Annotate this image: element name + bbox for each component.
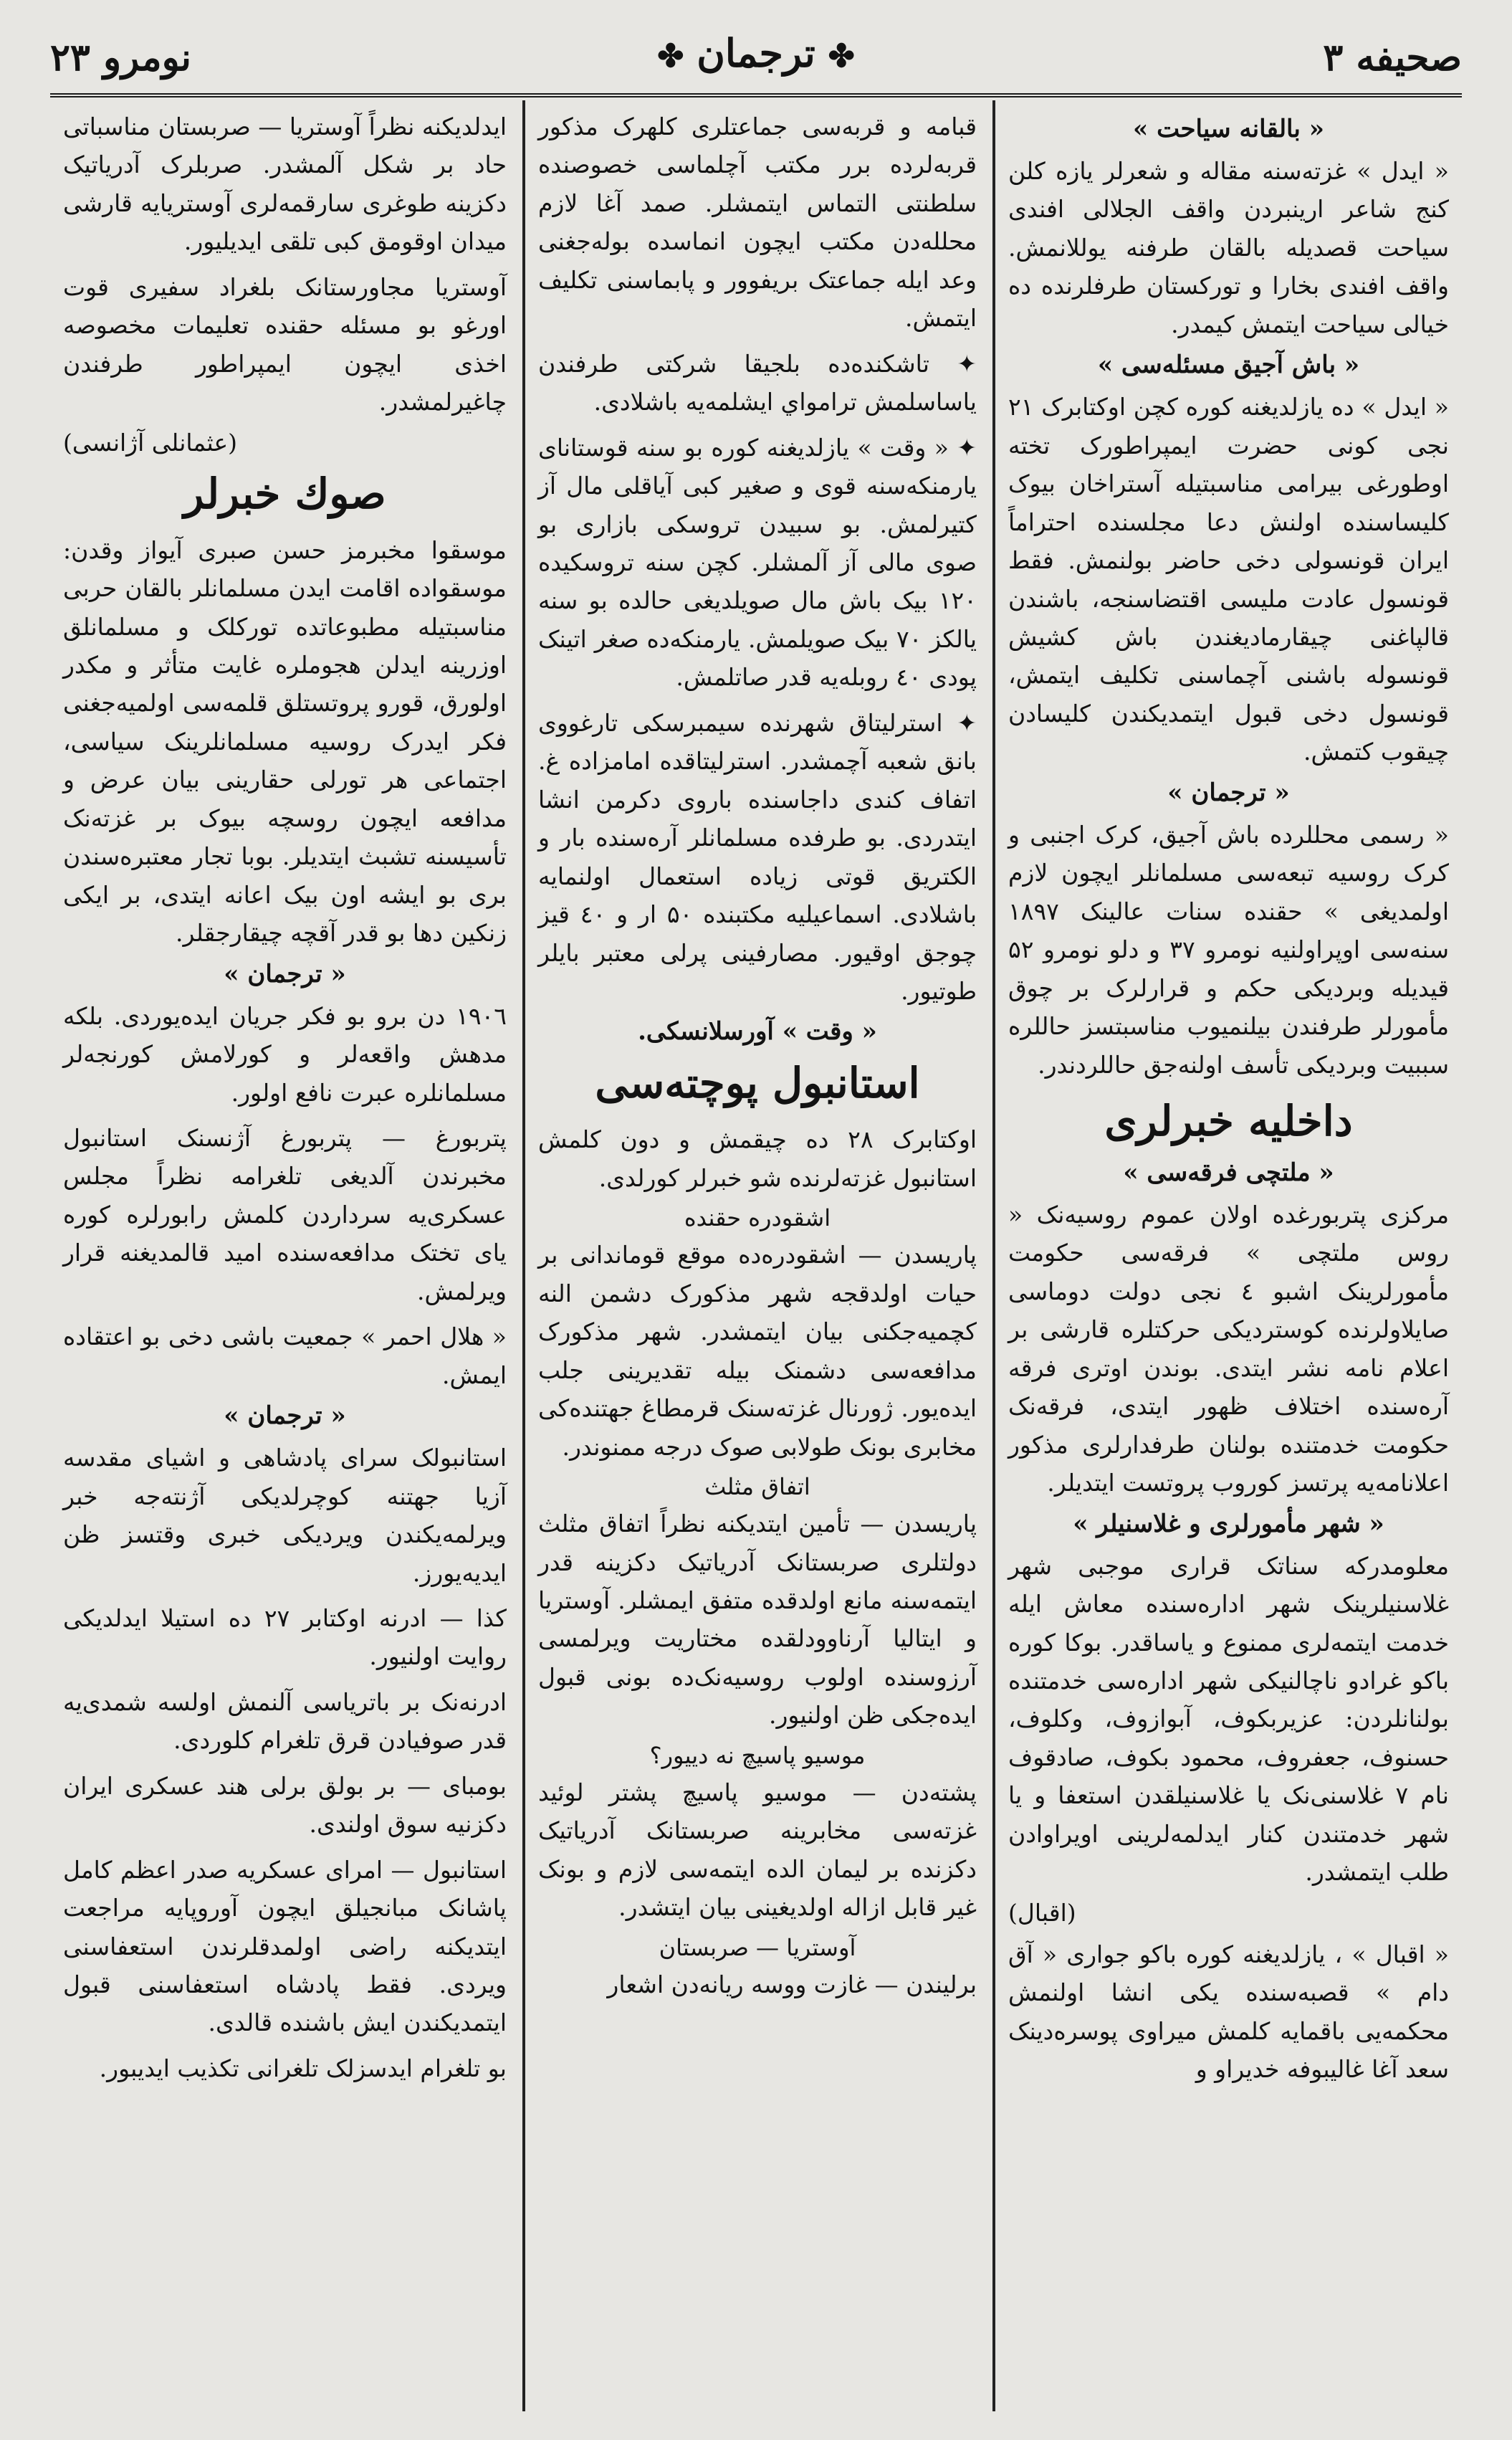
article-columns [50,100,1462,2411]
article-paragraph: برلیندن — غازت ووسه ریانه‌دن اشعار [607,1970,977,1998]
column-right [992,100,1462,2411]
article-paragraph: موسقوا مخبرمز حسن صبری آیواز وقدن: موسقواده اقامت ایدن مسلمانلر بالقان حربی مناسبتیله مطبوعاتده تورکلک و مسلمانلق اوزرینه ایدلن هجوملره غایت متأثر و مکدر اولورق، قورو پروتستلق قلمه‌سی اولمیه‌جغنی فکر ایدرک روسیه مسلمانلرینک سیاسی، اجتماعی هر تورلی حقارینی بیان عرض و مدافعه ایچون روسچه بیوک بر غزته‌نک تأسیسنه تشبث ایتدیلر. بوبا تجار معتبره‌سندن بری بو ایشه اون بیک اعانه ایتدی، بر ایکی زنکین دها بو قدر آقچه چیقارجقلر. [63,535,507,948]
article-paragraph: ایدلدیکنه نظراً آوستریا — صربستان مناسباتی حاد بر شکل آلمشدر. صربلرک آدریاتیک دکزینه طوغری سارقمه‌لری آوستریایه قارشی میدان اوقومق کبی تلقی ایدیلیور. [63,113,507,256]
article-paragraph: قبامه و قربه‌سی جماعتلری کلهرک مذکور قربه‌لرده برر مکتب آچلماسی خصوصنده سلطنتی التماس ایتمشلر. صمد آغا لازم محلله‌دن مکتب ایچون انماسده بوله‌جغنی وعد ایله جماعتک بریفوور و پابماسنی تکلیف ایتمش. [538,113,977,333]
section-title: استانبول پوچته‌سی [595,1059,920,1108]
article-paragraph: ✦ « وقت » یازلدیغنه کوره بو سنه قوستانای یارمنکه‌سنه قوی و صغیر کبی آیاقلی مال آز کتیرلمش. بو سبیدن تروسکی بازاری بو صوی مالی آز آلمشلر. کچن سنه تروسکیده ۱۲۰ بیک باش مال صویلدیغی حالده بو سنه یالکز ۷۰ بیک صویلمش. یارمنکه‌ده صغر اتینک پودی ٤٠ روبله‌یه قدر صاتلمش. [538,433,977,692]
subheading: آوستریا — صربستان [659,1933,856,1961]
subheading: موسیو پاسیچ نه دییور؟ [649,1741,866,1769]
section-heading: « ترجمان » [1167,778,1290,807]
article-paragraph: پشته‌دن — موسیو پاسیچ پشتر لوئید غزته‌سی مخابرینه صربستانک آدریاتیک دکزنده بر لیمان الده ایتمه‌سی لازم و بونک غیر قابل ازاله اولدیغینی بیان ایتشدر. [538,1778,977,1922]
source-attribution: (اقبال) [1008,1898,1076,1927]
article-paragraph: پاریسدن — اشقودره‌ده موقع قوماندانی بر حیات اولدقجه شهر مذکورک دشمن النه کچمیه‌جکنی بیان ایتمشدر. شهر مذکورک مدافعه‌سی دشمنک بیله تقدیرینی جلب ایده‌یور. ژورنال غزته‌سنک قرمطاغ جهتنده‌کی مخابری بونک طولابی صوک درجه ممنوندر. [538,1241,977,1461]
article-paragraph: اوکتابرک ۲۸ ده چیقمش و دون کلمش استانبول غزته‌لرنده شو خبرلر کورلدی. [538,1125,977,1192]
section-title: داخلیه خبرلری [1104,1096,1353,1145]
subheading: اتفاق مثلث [704,1473,810,1501]
ornament-icon: ✤ [657,38,684,75]
article-paragraph: معلومدرکه سناتک قراری موجبی شهر غلاسنیلرینک شهر اداره‌سنده معاش ایله خدمت ایتمه‌لری ممنوع و یاساقدر. بوکا کوره باکو غرادو ناچالنیکی شهر اداره‌سی خدمتنده بولنانلردن: عزیربکوف، آبوازوف، وکلوف، حسنوف، جعفروف، محمود بکوف، صادقوف نام ۷ غلاسنی‌نک یا غلاسنیلقدن استعفا و یا شهر خدمتندن کنار ایدلمه‌لرینی اویراوادن طلب ایتمشدر. [1008,1551,1449,1887]
article-paragraph: « رسمی محللرده باش آجیق، کرک اجنبی و کرک روسیه تبعه‌سی مسلمانلر ایچون لازم اولمدیغی » حقنده سنات عالینک ۱۸۹۷ سنه‌سی اوپراولنیه نومرو ۳۷ و دلو نومرو ۵۲ قیدیله وبردیکی حکم و قرارلرک بر چوق مأمورلر طرفندن بیلنمیوب مناسبتسز حاللره سببیت وبردیکی تأسف اولنه‌جق حاللردندر. [1008,820,1450,1079]
article-paragraph: « ایدل » ده یازلدیغنه کوره کچن اوکتابرک ۲۱ نجی کونی حضرت ایمپراطورک تخته اوطورغی بیرامی مناسبتیله آستراخان بیوک کلیساسنده اولنش دعا مجلسنده احتراماً ایران قونسولی دخی حاضر بولنمش. فقط قونسول عادت ملیسی اقتضاسنجه، باشندن قالپاغنی چیقارمادیغندن باش کشیش قونسوله باشنی آچماسنی تکلیف ایتمش، قونسول دخی قبول ایتمدیکندن کلیسادن چیقوب کتمش. [1008,393,1449,766]
section-title: صوك خبرلر [183,469,386,518]
section-heading: « ملتچی فرقه‌سی » [1123,1158,1334,1187]
article-paragraph: بو تلغرام ایدسزلک تلغرانی تکذیب ایدیبور. [99,2054,507,2082]
source-attribution: « وقت » آورسلانسکی. [638,1017,877,1047]
article-paragraph: استانبولک سرای پادشاهی و اشیای مقدسه آزیا جهتنه کوچرلدیکی آژنته‌جه خبر ویرلمه‌یکندن ویردیکی خبری وقتسز ظن ایدیه‌یورز. [63,1444,507,1587]
source-attribution: (عثمانلی آژانسی) [63,428,238,457]
subheading: اشقودره حقنده [684,1204,831,1232]
ornament-icon: ✤ [828,38,855,75]
section-heading: « بالقانه سیاحت » [1133,115,1324,143]
section-heading: « ترجمان » [224,959,346,988]
issue-number: نومرو ۲۳ [50,36,191,80]
article-paragraph: پتربورغ — پتربورغ آژنسنک استانبول مخبرندن آلدیغی تلغرامه نظراً مجلس عسکری‌یه سرداردن کلمش رابورلره کوره یای تختک مدافعه‌سنده امید قالمدیغنه قرار ویرلمش. [63,1123,507,1305]
article-paragraph: « اقبال » ، یازلدیغنه کوره باکو جواری « آق دام » قصبه‌سنده یکی انشا اولنمش محکمه‌یی باقمایه کلمش میراوی پوسره‌دینک سعد آغا غالیبوفه خدیراو و [1008,1940,1449,2084]
column-left [50,100,520,2411]
article-paragraph: ۱۹۰٦ دن برو بو فکر جریان ایده‌یوردی. بلکه مدهش واقعه‌لر و کورلامش کورنجه‌لر مسلمانلره عبرت نافع اولور. [63,1001,507,1107]
page-header [50,29,1462,97]
section-heading: « شهر مأمورلری و غلاسنیلر » [1073,1509,1384,1538]
column-middle [522,100,990,2411]
article-paragraph: کذا — ادرنه اوکتابر ۲۷ ده استیلا ایدلدیکی روایت اولنیور. [63,1603,507,1671]
article-paragraph: استانبول — امرای عسکریه صدر اعظم کامل پاشانک مبانجیلق ایچون آوروپایه مراجعت ایتدیکنه راضی اولمدقلرندن استعفاسنی ویردی. فقط پادشاه استعفاسنی قبول ایتمدیکندن ایش باشنده قالدی. [63,1855,507,2037]
article-paragraph: ادرنه‌نک بر باتریاسی آلنمش اولسه شمدی‌یه قدر صوفیادن قرق تلغرام کلوردی. [63,1687,507,1755]
article-paragraph: « هلال احمر » جمعیت باشی دخی بو اعتقاده ایمش. [63,1323,507,1389]
page-number: صحیفه ۳ [1323,36,1462,80]
section-heading: « ترجمان » [224,1401,346,1431]
article-paragraph: ✦ استرلیتاق شهرنده سیمبرسکی تارغووی بانق شعبه آچمشدر. استرلیتاقده امامزاده غ. اتفاف کندی داجاسنده باروی دکرمن انشا ایتدردی. بو طرفده مسلمانلر آره‌سنده بار و الکتریق قوتی زیاده استعمال اولنمایه باشلادی. اسماعیلیه مکتبنده ۵۰ ار و ٤٠ قیز چوجق اوقیور. مصارفینی پرلی معتبر بایلر طوتیور. [538,708,977,1005]
article-paragraph: مرکزی پتربورغده اولان عموم روسیه‌نک « روس ملتچی » فرقه‌سی حکومت مأمورلرینک اشبو ٤ نجی دولت دوماسی صایلاولرنده کوستردیکی حرکتلره قارشی بر اعلام نامه نشر ایتدی. بوندن اوتری فرقه آره‌سنده اختلاف ظهور ایتدی، فرقه‌نک حکومت خدمتنده بولنان طرفدارلری مذکور اعلانامه‌یه پرتسز کوروب پروتست ایتدیلر. [1008,1200,1449,1497]
article-paragraph: آوستریا مجاورستانک بلغراد سفیری قوت اورغو بو مسئله حقنده تعلیمات مخصوصه اخذی ایچون ایمپراطور طرفندن چاغیرلمشدر. [63,272,507,416]
section-heading: « باش آجیق مسئله‌سی » [1097,351,1360,380]
masthead-title: ترجمان [697,30,815,76]
article-paragraph: ✦ تاشکنده‌ده بلجیقا شرکتی طرفندن یاساسلمش ترامواي ایشلمه‌یه باشلادی. [538,349,977,416]
article-paragraph: پاریسدن — تأمین ایتدیکنه نظراً اتفاق مثلث دولتلری صربستانک آدریاتیک دکزینه قدر ایتمه‌سنه مانع اولدقده متفق ایمشلر. آوستریا و ایتالیا آرناوودلقده مختاریت ویرلمسی آرزوسنده اولوب روسیه‌نک‌ده بونی قبول ایده‌جکی ظن اولنیور. [538,1510,977,1730]
article-paragraph: « ایدل » غزته‌سنه مقاله و شعرلر یازه کلن کنج شاعر ارینبردن واقف الجلالی افندی سیاحت قصدیله بالقان طرفنه یوللانمش. واقف افندی بخارا و تورکستان طرفلرنده ده خیالی سیاحت ایتمش کیمدر. [1008,157,1449,338]
article-paragraph: بومبای — بر بولق برلی هند عسکری ایران دکزنیه سوق اولندی. [63,1771,507,1839]
newspaper-masthead [644,30,867,76]
